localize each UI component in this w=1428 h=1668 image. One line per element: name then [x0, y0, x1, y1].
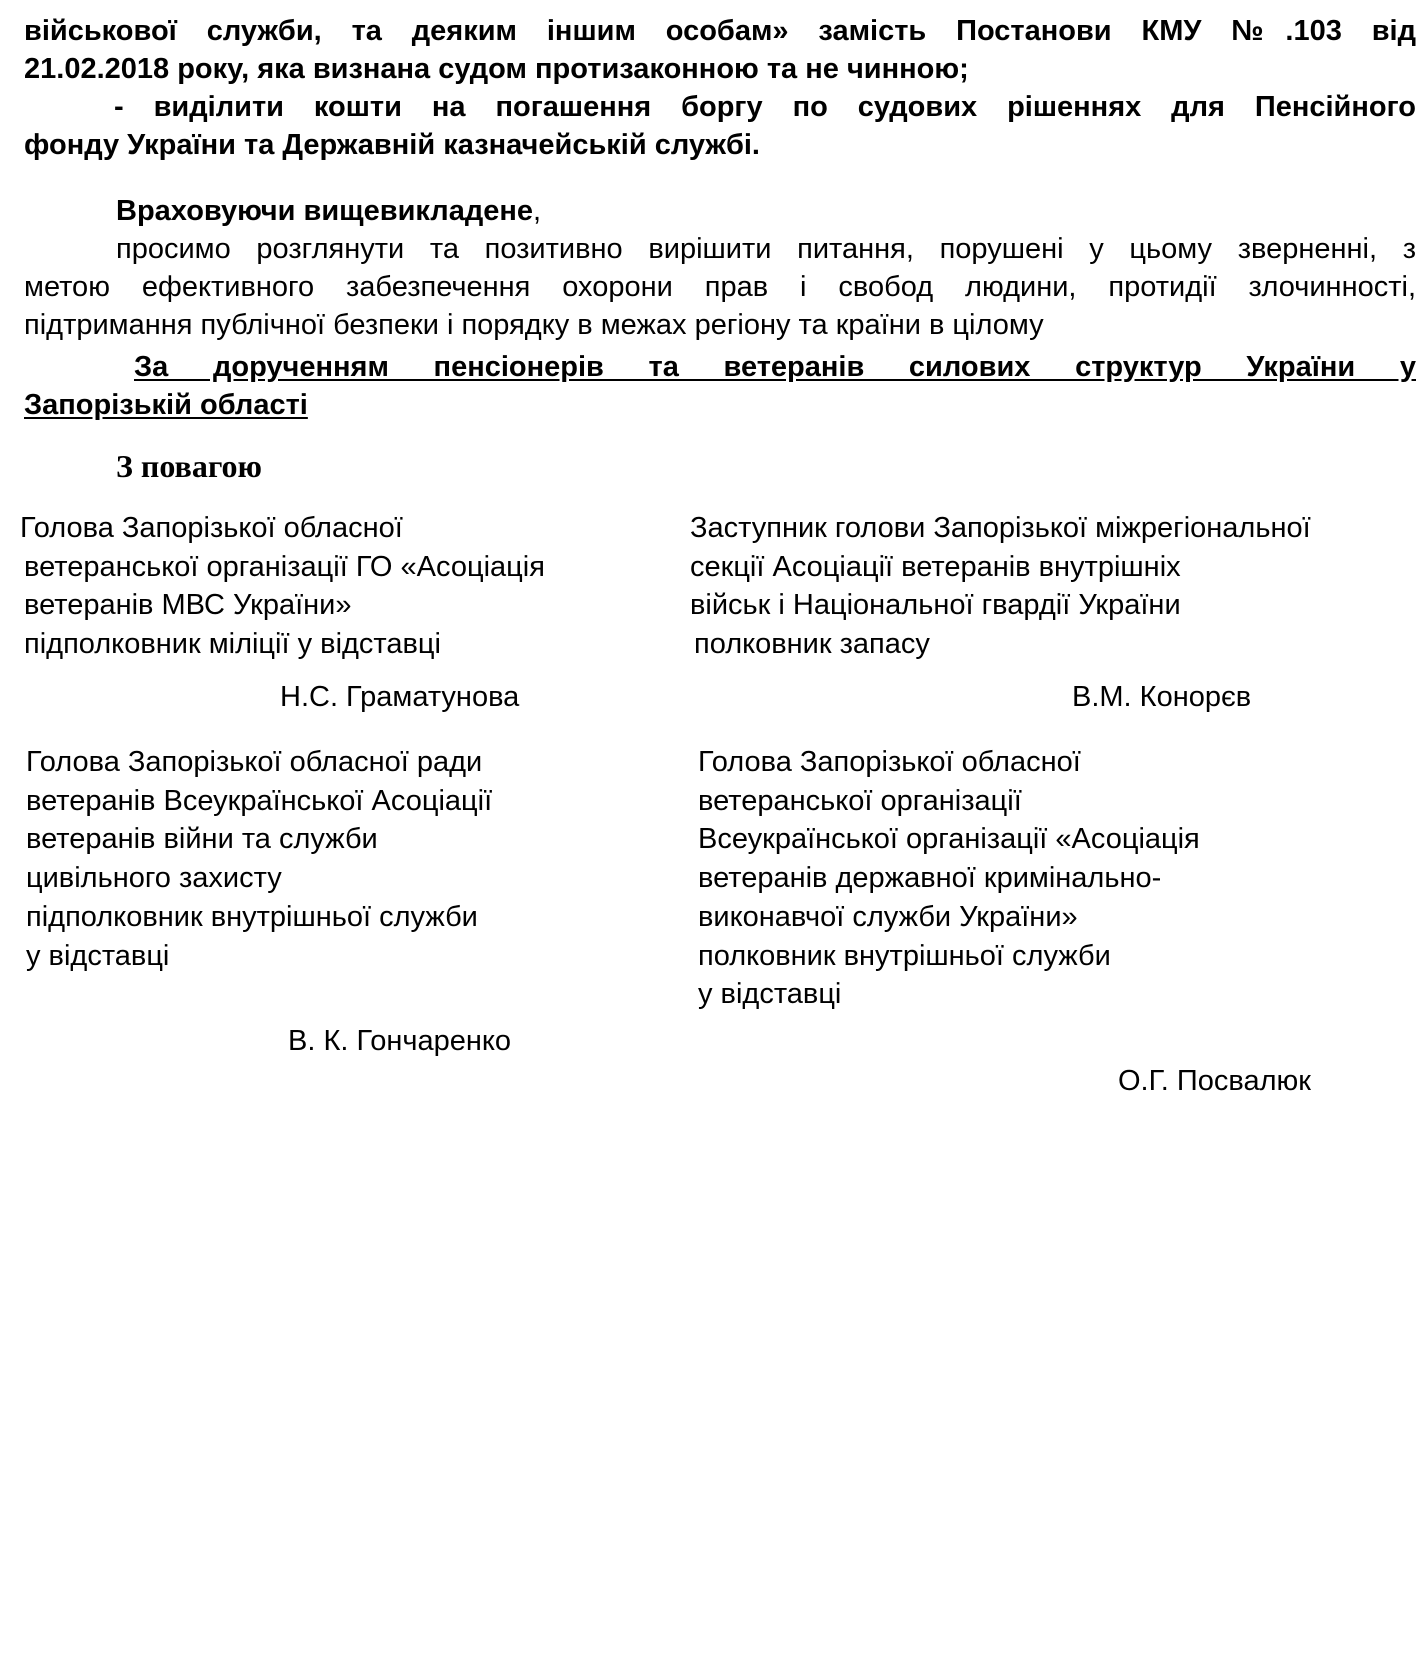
- closing-lead-bold: Враховуючи вищевикладене: [116, 195, 534, 227]
- signatory-left-top-line-1: Голова Запорізької обласної: [20, 512, 403, 544]
- signatory-left-bottom-line-1: Голова Запорізької обласної ради: [26, 746, 483, 778]
- paragraph-top-line-1: військової служби, та деяким іншим особам» замість Постанови КМУ №.103 від: [24, 15, 1416, 47]
- signatory-right-top-name: В.М. Конорєв: [1072, 681, 1252, 713]
- signatory-left-bottom-line-3: ветеранів війни та служби: [26, 823, 378, 856]
- signatory-left-top-line-4: підполковник міліції у відставці: [24, 628, 441, 661]
- signatory-right-bottom-name: О.Г. Посвалюк: [1118, 1065, 1311, 1097]
- signatory-right-top-line-2: секції Асоціації ветеранів внутрішніх: [690, 550, 1181, 583]
- signatory-right-bottom-line-5: виконавчої служби України»: [698, 900, 1078, 933]
- closing-line-1: просимо розглянути та позитивно вирішити питання, порушені у цьому зверненні, з: [116, 233, 1416, 265]
- closing-line-2: метою ефективного забезпечення охорони прав і свобод людини, протидії злочинності,: [24, 271, 1416, 303]
- signatory-right-bottom-line-3: Всеукраїнської організації «Асоціація: [698, 823, 1200, 856]
- paragraph-top-line-4: фонду України та Державній казначейській службі.: [24, 129, 760, 161]
- signatory-right-top-line-1: Заступник голови Запорізької міжрегіональної: [690, 512, 1311, 544]
- paragraph-top-line-3: - виділити кошти на погашення боргу по судових рішеннях для Пенсійного: [114, 91, 1416, 123]
- signatory-left-top: [20, 509, 545, 664]
- paragraph-top-line-2: 21.02.2018 року, яка визнана судом протизаконною та не чинною;: [24, 53, 969, 85]
- signatory-right-bottom-line-1: Голова Запорізької обласної: [698, 746, 1081, 778]
- mandate-line: [24, 348, 1416, 424]
- mandate-line-1: За дорученням пенсіонерів та ветеранів силових структур України у: [134, 351, 1416, 383]
- closing-lead-comma: ,: [533, 195, 542, 227]
- regards-text: З повагою: [116, 448, 262, 484]
- signatory-left-top-line-2: ветеранської організації ГО «Асоціація: [24, 550, 545, 583]
- signatory-right-bottom-line-4: ветеранів державної кримінально-: [698, 862, 1162, 895]
- closing-lead: [24, 192, 1416, 230]
- closing-paragraph: [24, 192, 1416, 344]
- signatory-left-bottom-line-6: у відставці: [26, 939, 170, 972]
- signatory-right-top: [690, 509, 1311, 664]
- signatory-left-top-name: Н.С. Граматунова: [280, 681, 520, 713]
- signatory-right-bottom-line-7: у відставці: [698, 978, 842, 1011]
- mandate-line-2: Запорізькій області: [24, 389, 308, 421]
- signatory-right-bottom: [698, 743, 1200, 1014]
- signatory-left-bottom: [26, 743, 492, 975]
- signatory-left-bottom-line-5: підполковник внутрішньої служби: [26, 900, 478, 933]
- signatory-right-bottom-line-6: полковник внутрішньої служби: [698, 939, 1111, 972]
- signatory-left-bottom-name: В. К. Гончаренко: [288, 1025, 512, 1057]
- signatory-right-bottom-line-2: ветеранської організації: [698, 784, 1022, 817]
- paragraph-top: [24, 12, 1416, 164]
- signatory-left-bottom-line-4: цивільного захисту: [26, 862, 282, 895]
- signatory-left-top-line-3: ветеранів МВС України»: [24, 589, 352, 622]
- signatory-right-top-line-4: полковник запасу: [694, 628, 930, 661]
- signatory-left-bottom-line-2: ветеранів Всеукраїнської Асоціації: [26, 784, 493, 817]
- signatory-right-top-line-3: військ і Національної гвардії України: [690, 589, 1181, 622]
- closing-line-3: підтримання публічної безпеки і порядку в межах регіону та країни в цілому: [24, 309, 1044, 341]
